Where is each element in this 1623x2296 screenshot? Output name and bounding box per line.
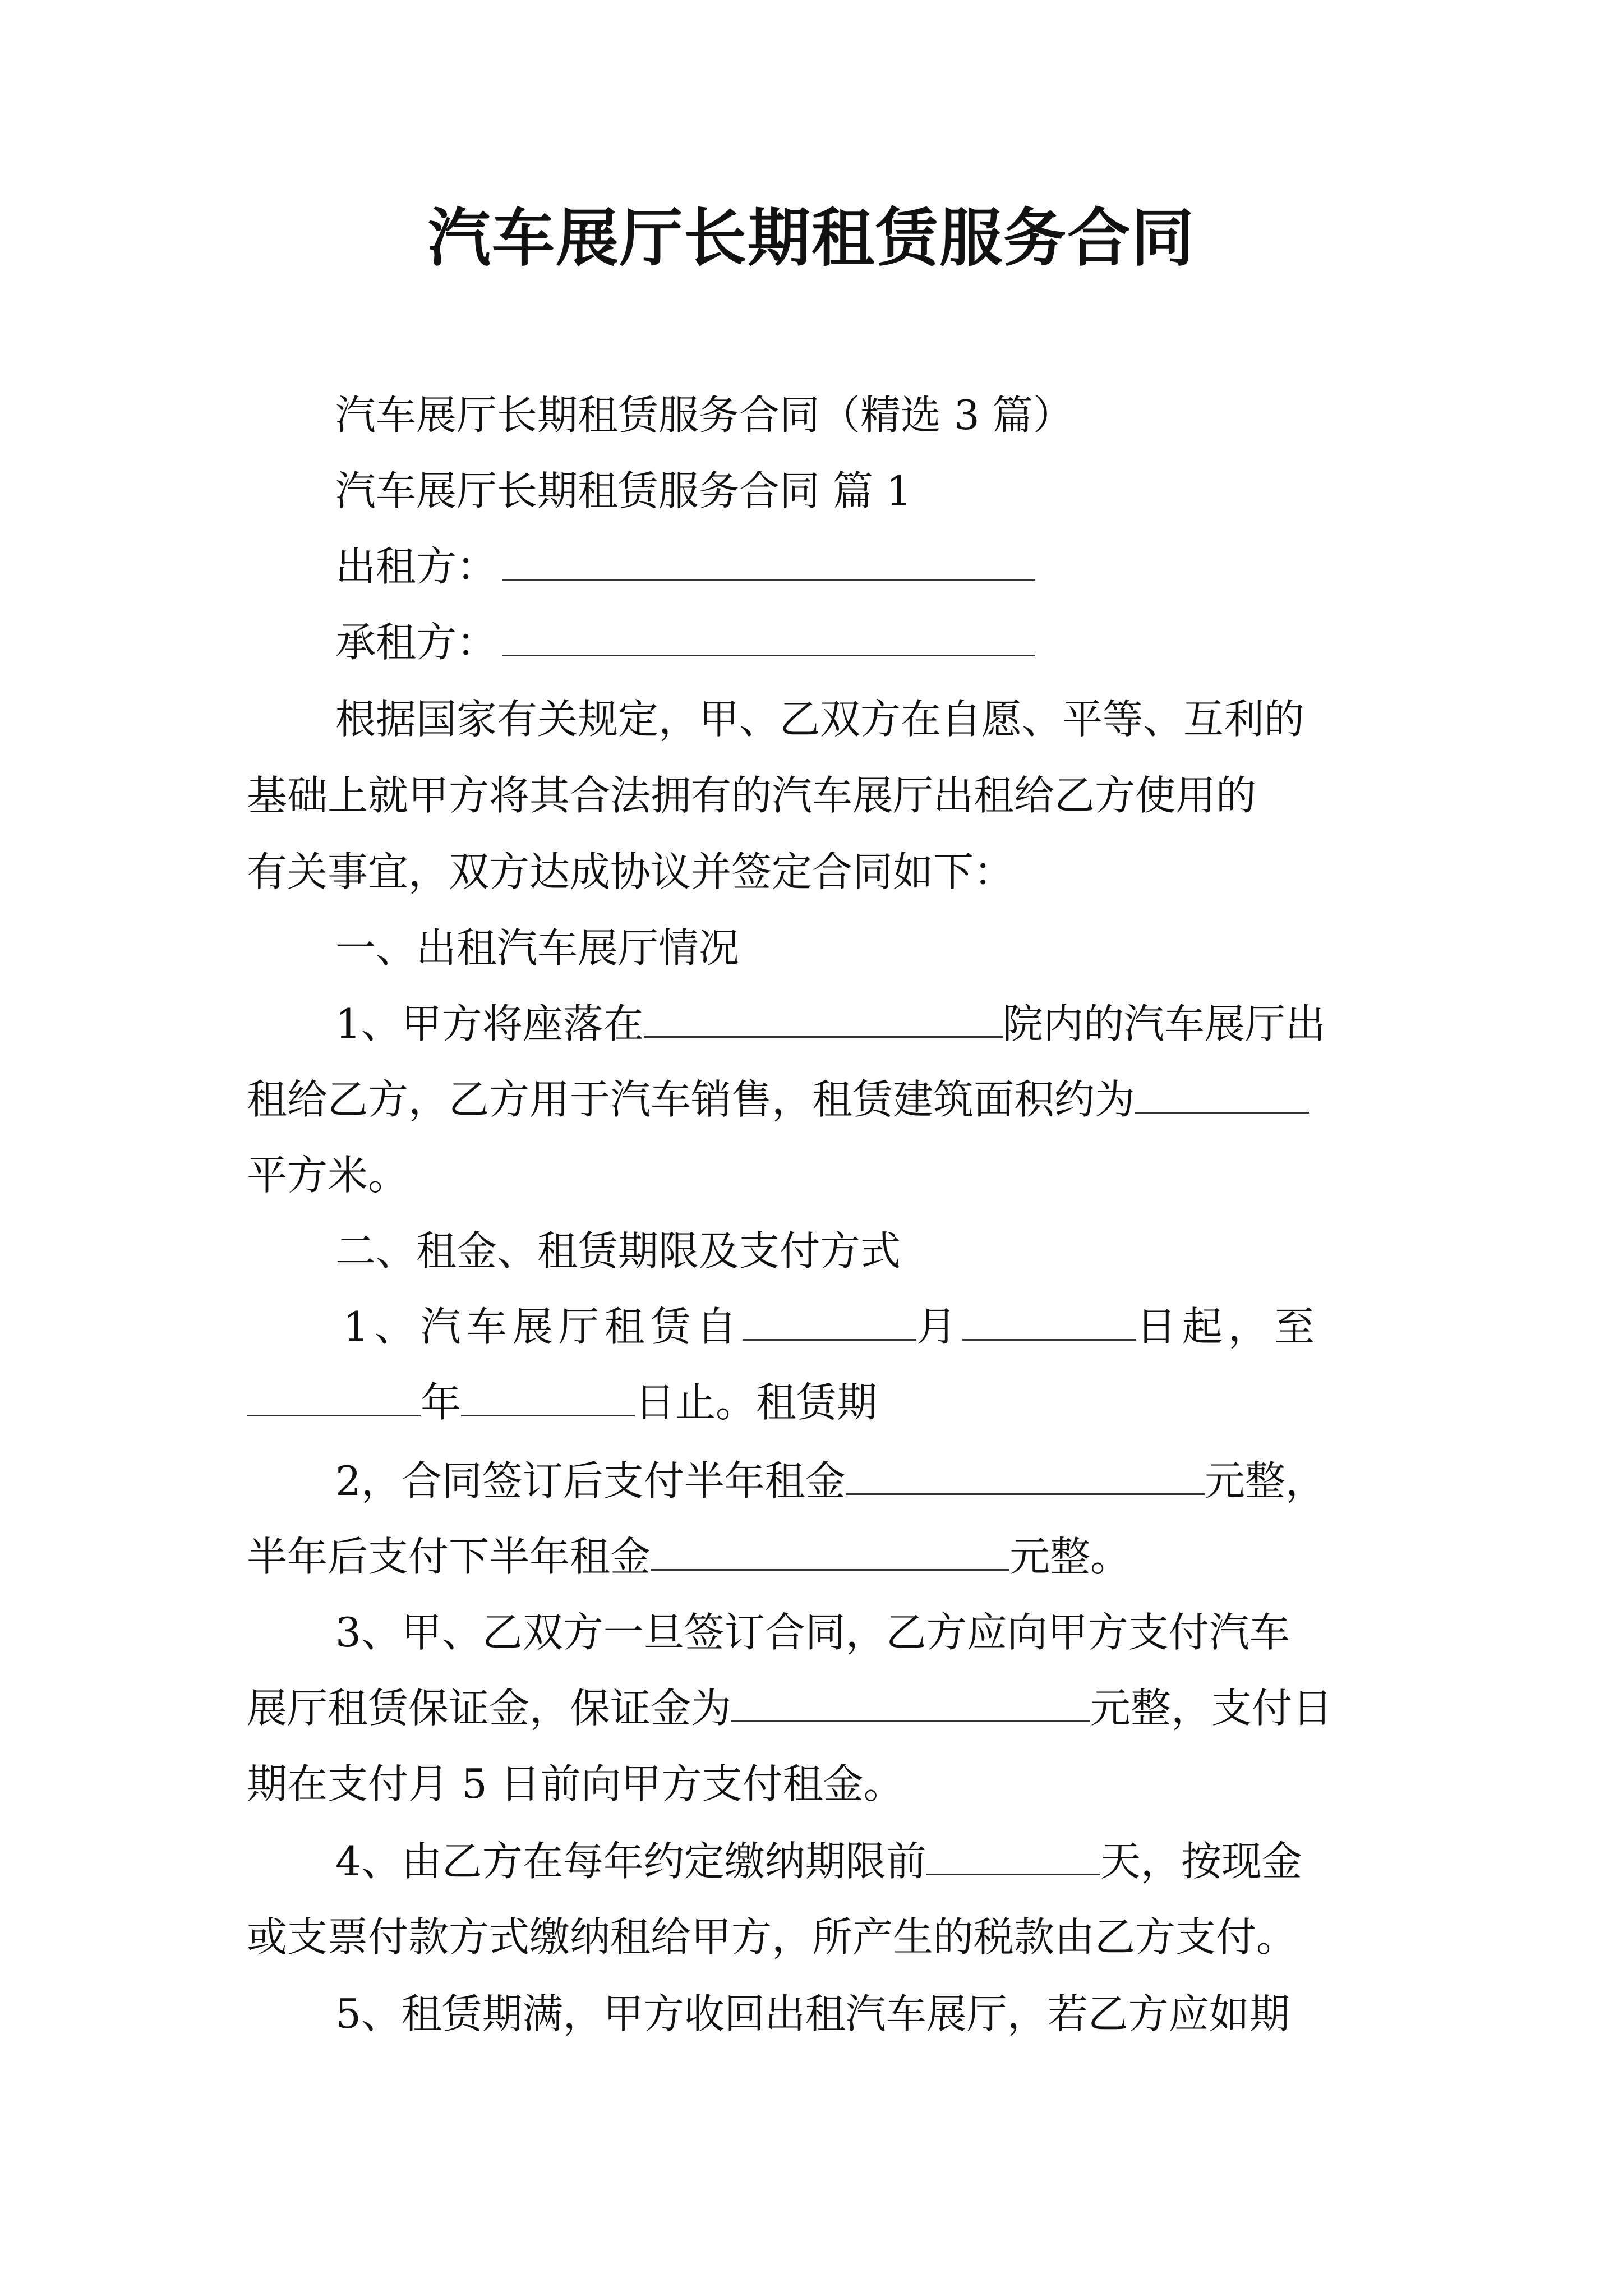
s2-item1-text-b: 月 (916, 1303, 962, 1350)
intro-line-1: 根据国家有关规定，甲、乙双方在自愿、平等、互利的 (335, 696, 1305, 743)
s2-item1-line2 (247, 1374, 877, 1430)
lessee-blank (502, 620, 1035, 656)
lessor-label: 出租方： (335, 543, 497, 590)
part-heading: 汽车展厅长期租赁服务合同 篇 1 (335, 467, 912, 514)
end-year-blank (247, 1380, 421, 1416)
lessee-label: 承租方： (335, 619, 497, 666)
subtitle: 汽车展厅长期租赁服务合同（精选 3 篇） (335, 392, 1073, 439)
s2-item2-text-c: 半年后支付下半年租金 (247, 1533, 651, 1580)
document-title: 汽车展厅长期租赁服务合同 (428, 201, 1195, 275)
s2-item2-text-b: 元整， (1204, 1457, 1326, 1504)
s1-item1-text-line2: 租给乙方，乙方用于汽车销售，租赁建筑面积约为 (247, 1076, 1136, 1123)
section-1-heading: 一、出租汽车展厅情况 (335, 924, 740, 972)
s2-item1-text-c: 日起，至 (1136, 1303, 1320, 1350)
intro-line-2: 基础上就甲方将其合法拥有的汽车展厅出租给乙方使用的 (247, 772, 1257, 819)
intro-line-3: 有关事宜，双方达成协议并签定合同如下： (247, 848, 1015, 895)
s2-item5-line1: 5、租赁期满，甲方收回出租汽车展厅，若乙方应如期 (335, 1990, 1290, 2037)
location-blank (644, 1001, 1003, 1038)
s2-item2-line1 (335, 1453, 1326, 1509)
second-rent-blank (651, 1534, 1009, 1571)
start-month-blank (743, 1304, 916, 1341)
s2-item4-line2: 或支票付款方式缴纳租给甲方，所产生的税款由乙方支付。 (247, 1913, 1297, 1961)
deposit-blank (731, 1686, 1090, 1722)
section-2-heading: 二、租金、租赁期限及支付方式 (335, 1227, 901, 1274)
area-blank (1135, 1077, 1309, 1114)
s2-item1-text-d: 年 (421, 1379, 462, 1426)
s2-item2-text-d: 元整。 (1009, 1533, 1131, 1580)
s1-item1-line1 (335, 996, 1326, 1052)
lessor-blank (502, 544, 1035, 581)
lessee-line (335, 614, 1035, 670)
end-day-blank (461, 1380, 635, 1416)
s2-item3-text-b: 元整，支付日 (1090, 1685, 1333, 1732)
s1-item1-line2 (247, 1071, 1309, 1128)
s2-item4-text-a: 4、由乙方在每年约定缴纳期限前 (335, 1838, 926, 1885)
s2-item3-text-a: 展厅租赁保证金，保证金为 (247, 1685, 732, 1732)
first-rent-blank (846, 1458, 1205, 1495)
start-day-blank (962, 1304, 1136, 1341)
s2-item4-line1 (335, 1833, 1302, 1889)
lessor-line (335, 539, 1035, 595)
s2-item3-line1: 3、甲、乙双方一旦签订合同，乙方应向甲方支付汽车 (335, 1609, 1290, 1656)
s2-item3-line3: 期在支付月 5 日前向甲方支付租金。 (247, 1760, 904, 1807)
s2-item2-text-a: 2，合同签订后支付半年租金 (335, 1457, 846, 1504)
s2-item3-line2 (247, 1680, 1332, 1736)
s2-item1-text-a: 1、汽车展厅租赁自 (343, 1303, 743, 1350)
s2-item2-line2 (247, 1529, 1131, 1585)
s2-item1-text-e: 日止。租赁期 (635, 1379, 878, 1426)
s1-item1-text-b: 院内的汽车展厅出 (1002, 1000, 1326, 1047)
s1-item1-text-a: 1、甲方将座落在 (335, 1000, 644, 1047)
s1-item1-line3: 平方米。 (247, 1152, 409, 1199)
days-blank (926, 1839, 1100, 1875)
s2-item1-line1 (343, 1299, 1320, 1355)
s2-item4-text-b: 天，按现金 (1100, 1838, 1302, 1885)
